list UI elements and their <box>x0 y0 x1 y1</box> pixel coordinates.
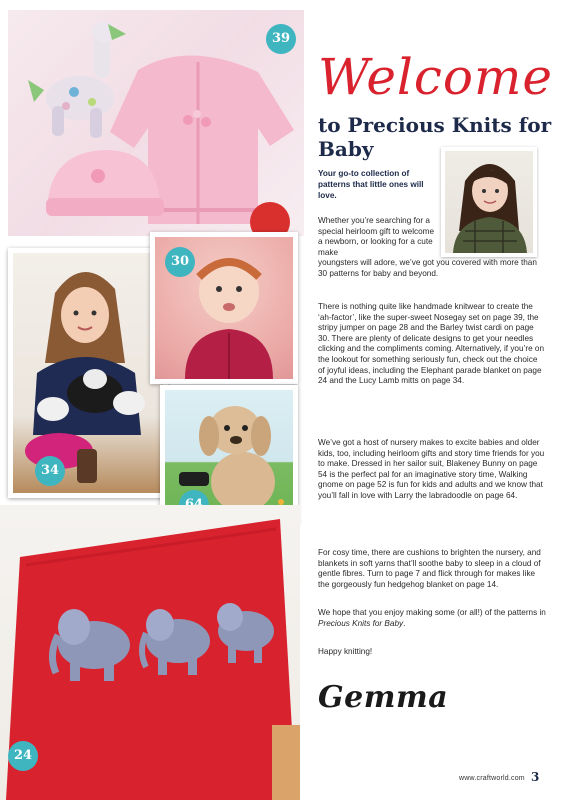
dog-bowl <box>179 472 209 486</box>
paragraph-hope-start: We hope that you enjoy making some (or all!) of the patterns in <box>318 608 546 617</box>
pink-hat <box>46 150 164 216</box>
paragraph-nursery: We’ve got a host of nursery makes to excite babies and older kids, too, including heirloom gifts and story time friends for you to make. Dressed in her sailor suit, Blakeney Bunny on page 54 is the perfect pal for an imaginative story time, Walking gnome on page 52 is fun for kids and adults and we know that you’ll fall in love with Larry the labradoodle on page 64. <box>318 438 545 500</box>
paragraph-hope <box>318 608 546 629</box>
photo-labradoodle <box>160 385 298 525</box>
page-number: 3 <box>531 770 540 784</box>
wooden-bed <box>272 725 300 800</box>
editor-signature: Gemma <box>318 680 449 715</box>
article-headline: to Precious Knits for Baby <box>318 113 552 161</box>
paragraph-knitwear: There is nothing quite like handmade knitwear to create the ‘ah-factor’, like the super-sweet Nosegay set on page 39, the stripy jumper on page 28 and the Barley twist cardi on page 30. There are plenty of delicate designs to get your needles clicking and the compliments coming. Alternatively, if you’re on the lookout for something seriously fun, check out the choice of joyful ideas, including the Elephant parade blanket on page 24 and the Lucy Lamb mitts on page 34. <box>318 302 545 386</box>
magazine-title: Precious Knits for Baby <box>318 618 404 628</box>
page-badge-39: 39 <box>266 24 296 54</box>
photo-elephant-blanket <box>0 505 300 800</box>
paragraph-intro-narrow: Whether you’re searching for a special heirloom gift to welcome a newborn, or looking for a cute make <box>318 216 435 257</box>
photo-cardigan-set <box>8 10 304 236</box>
paragraph-intro-rest: youngsters will adore, we’ve got you covered with more than 30 patterns for baby and beyond. <box>318 258 537 278</box>
page-badge-30: 30 <box>165 247 195 277</box>
photo-girl-lamb-mitts <box>8 248 168 498</box>
blanket-illustration <box>0 505 300 800</box>
article-lead: Your go-to collection of patterns that little ones will love. <box>318 169 424 200</box>
footer-url[interactable]: www.craftworld.com <box>459 775 525 782</box>
paragraph-hope-end: . <box>403 618 406 628</box>
girl-illustration <box>13 253 163 493</box>
giraffe-toy <box>28 22 126 138</box>
photo-baby-twist-cardi <box>150 232 298 384</box>
paragraph-intro <box>318 216 546 280</box>
cardigan-illustration <box>8 10 304 236</box>
sign-off: Happy knitting! <box>318 647 373 656</box>
page-badge-34: 34 <box>35 456 65 486</box>
paragraph-cosy: For cosy time, there are cushions to brighten the nursery, and blankets in soft yarns that’ll soothe baby to sleep in a cloud of gentle fibres. Turn to page 7 and flick through for makes like the gorgeously fun hedgehog blanket on page 14. <box>318 548 541 589</box>
welcome-heading: Welcome <box>318 48 554 106</box>
page-badge-24: 24 <box>8 741 38 771</box>
